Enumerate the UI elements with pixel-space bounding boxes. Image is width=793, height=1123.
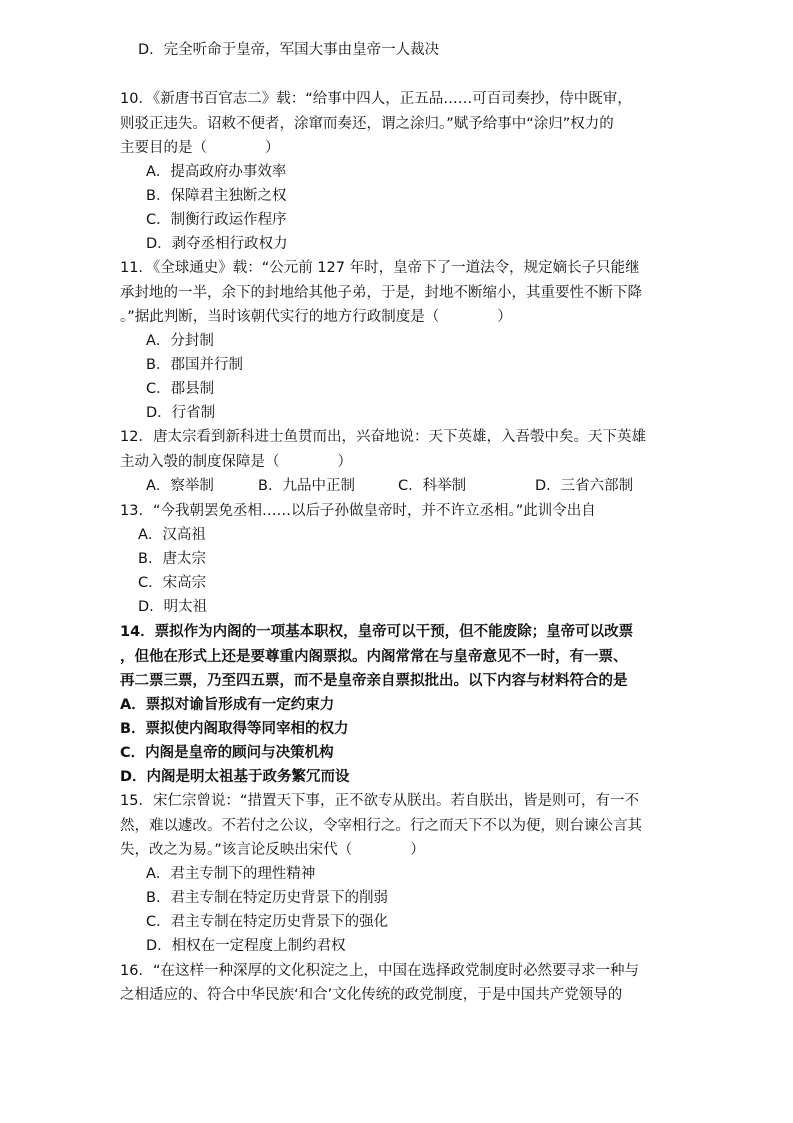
q13-option-d: D．明太祖 [138,599,208,615]
q12-option-d: D．三省六部制 [535,478,634,494]
q16-stem-line-1: 16．“在这样一种深厚的文化积淀之上，中国在选择政党制度时必然要寻求一种与 [120,963,639,979]
q13-stem-line-1: 13．“今我朝罢免丞相……以后子孙做皇帝时，并不许立丞相。”此训令出自 [120,503,596,519]
q10-option-b: B．保障君主独断之权 [146,188,287,204]
q12-stem-line-2: 主动入彀的制度保障是（ ） [120,454,352,470]
q12-options-row [0,476,793,496]
q15-stem-line-3: 失，改之为易。”该言论反映出宋代（ ） [120,842,425,858]
q11-stem-line-2: 承封地的一半，余下的封地给其他子弟，于是，封地不断缩小，其重要性不断下降 [120,285,642,301]
q10-option-a: A．提高政府办事效率 [146,164,287,180]
q15-option-a: A．君主专制下的理性精神 [146,866,316,882]
q11-option-b: B．郡国并行制 [146,357,243,373]
q14-option-b: B．票拟使内阁取得等同宰相的权力 [120,721,349,737]
q11-stem-line-1: 11．《全球通史》载：“公元前 127 年时，皇帝下了一道法令，规定嫡长子只能继 [120,260,640,276]
q13-option-b: B．唐太宗 [138,551,206,567]
q12-option-c: C．科举制 [398,478,467,494]
q13-option-a: A．汉高祖 [138,527,206,543]
q14-stem-line-2: ，但他在形式上还是要尊重内阁票拟。内阁常常在与皇帝意见不一时，有一票、 [120,649,628,665]
q15-option-c: C．君主专制在特定历史背景下的强化 [146,914,389,930]
q14-option-a: A．票拟对谕旨形成有一定约束力 [120,697,335,713]
q14-stem-line-1: 14．票拟作为内阁的一项基本职权，皇帝可以干预，但不能废除；皇帝可以改票 [120,624,634,640]
q10-stem-line-2: 则驳正违失。诏敕不便者，涂窜而奏还，谓之涂归。”赋予给事中“涂归”权力的 [120,116,614,132]
q12-option-b: B．九品中正制 [258,478,355,494]
q10-option-d: D．剥夺丞相行政权力 [146,236,288,252]
q15-option-b: B．君主专制在特定历史背景下的削弱 [146,890,388,906]
q14-option-c: C．内阁是皇帝的顾问与决策机构 [120,745,334,761]
q13-option-c: C．宋高宗 [138,575,207,591]
q14-option-d: D．内阁是明太祖基于政务繁冗而设 [120,769,350,785]
q11-stem-line-3: 。”据此判断，当时该朝代实行的地方行政制度是（ ） [120,309,512,325]
q15-stem-line-1: 15．宋仁宗曾说：“措置天下事，正不欲专从朕出。若自朕出，皆是则可，有一不 [120,793,639,809]
q9-option-d: D．完全听命于皇帝，军国大事由皇帝一人裁决 [138,42,440,58]
q16-stem-line-2: 之相适应的、符合中华民族‘和合’文化传统的政党制度，于是中国共产党领导的 [120,987,623,1003]
q15-stem-line-2: 然，难以遽改。不若付之公议，令宰相行之。行之而天下不以为便，则台谏公言其 [120,818,642,834]
q11-option-a: A．分封制 [146,333,214,349]
q10-option-c: C．制衡行政运作程序 [146,212,287,228]
q10-stem-line-3: 主要目的是（ ） [120,140,280,156]
q12-option-a: A．察举制 [146,478,214,494]
q10-stem-line-1: 10．《新唐书百官志二》载：“给事中四人，正五品……可百司奏抄，侍中既审， [120,91,632,107]
q11-option-d: D．行省制 [146,405,216,421]
q15-option-d: D．相权在一定程度上制约君权 [146,938,346,954]
q14-stem-line-3: 再二票三票，乃至四五票，而不是皇帝亲自票拟批出。以下内容与材料符合的是 [120,673,628,689]
q12-stem-line-1: 12．唐太宗看到新科进士鱼贯而出，兴奋地说：天下英雄，入吾彀中矣。天下英雄 [120,429,646,445]
q11-option-c: C．郡县制 [146,381,215,397]
